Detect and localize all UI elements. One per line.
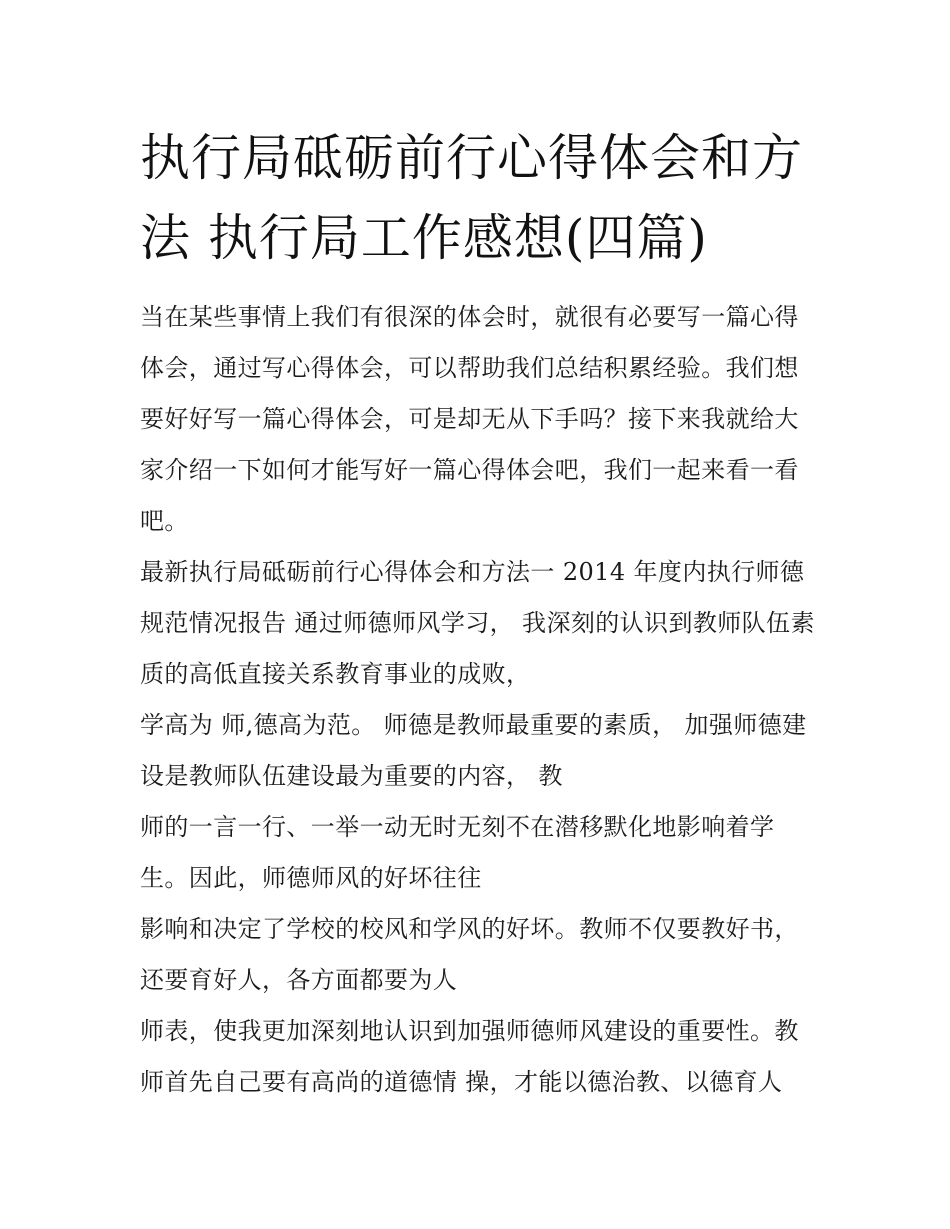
paragraph-intro: 当在某些事情上我们有很深的体会时，就很有必要写一篇心得体会，通过写心得体会，可以帮助我们总结积累经验。我们想要好好写一篇心得体会，可是却无从下手吗？接下来我就给大家介绍一下如何才能写好一篇心得体会吧，我们一起来看一看吧。	[140, 303, 799, 535]
document-title: 执行局砥砺前行心得体会和方法 执行局工作感想(四篇)	[140, 129, 803, 267]
paragraph-role-model: 师表，使我更加深刻地认识到加强师德师风建设的重要性。教师首先自己要有高尚的道德情 操，才能以德治教、以德育人	[140, 1017, 799, 1096]
document-body	[140, 118, 816, 1108]
paragraph-influence: 师的一言一行、一举一动无时无刻不在潜移默化地影响着学生。因此，师德师风的好坏往往	[140, 813, 775, 892]
paragraph-report: 最新执行局砥砺前行心得体会和方法一 2014 年度内执行师德规范情况报告 通过师德师风学习， 我深刻的认识到教师队伍素质的高低直接关系教育事业的成败，	[140, 558, 815, 688]
paragraph-teacher-ethics: 学高为 师,德高为范。 师德是教师最重要的素质， 加强师德建设是教师队伍建设最为重要的内容， 教	[140, 711, 807, 790]
paragraph-school-style: 影响和决定了学校的校风和学风的好坏。教师不仅要教好书，还要育好人，各方面都要为人	[140, 915, 799, 994]
